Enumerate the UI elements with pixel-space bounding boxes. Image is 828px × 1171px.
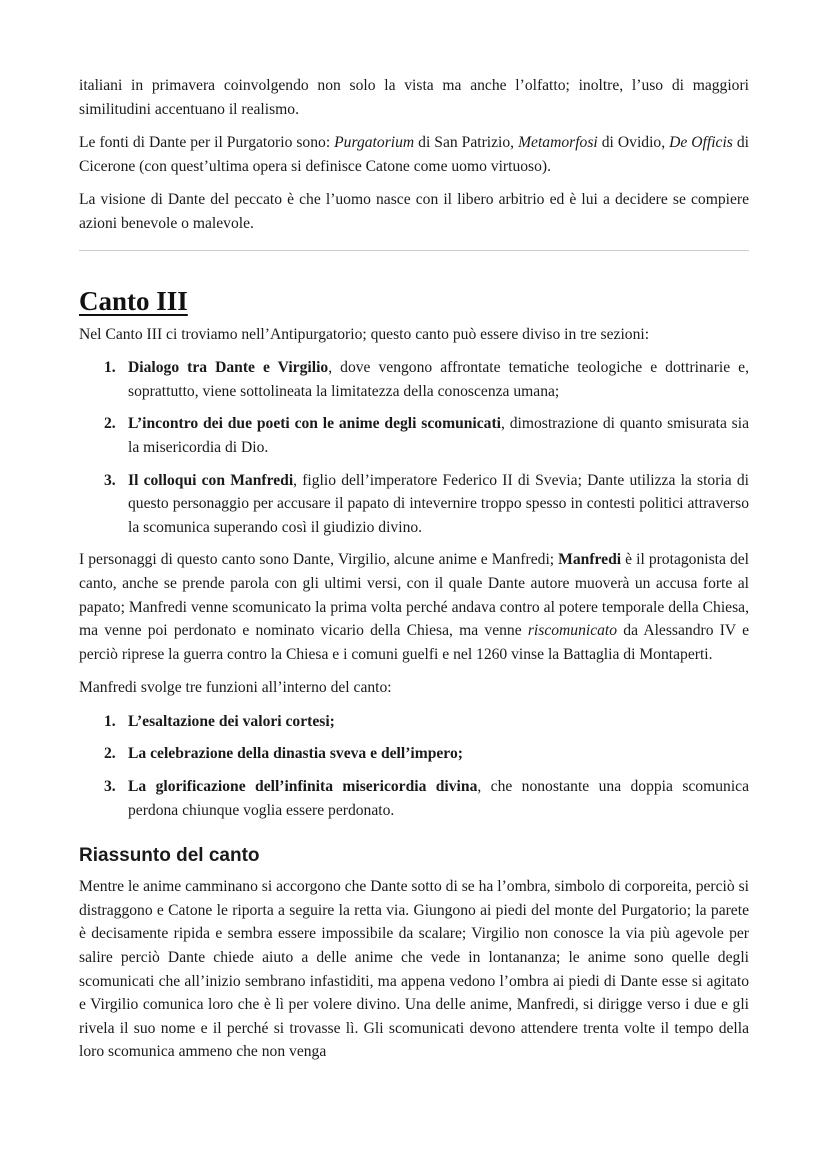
summary-paragraph: Mentre le anime camminano si accorgono che Dante sotto di se ha l’ombra, simbolo di corporeita, perciò si distraggono e Catone le riporta a seguire la retta via. Giungono ai piedi del monte del Purgatorio; la parete è decisamente ripida e sembra essere impossibile da scalare; Virgilio non conosce la via più agevole per salire perciò Dante chiede aiuto a delle anime che vede in lontananza; le anime sono quelle degli scomunicati che all’inizio sembrano infastiditi, ma appena vedono l’ombra ai piedi di Dante esse si agitato e Virgilio comunica loro che è lì per volere divino. Una delle anime, Manfredi, si dirigge verso i due e gli rivela il suo nome e il perché si trovasse lì. Gli scomunicati devono attendere trenta volte il tempo della loro scomunica ammeno che non venga (79, 878, 749, 1061)
sources-text: di Cicerone (con quest’ultima opera si definisce Catone come uomo virtuoso). (79, 134, 750, 175)
function-heading: L’esaltazione dei valori cortesi; (128, 712, 335, 730)
section-heading: Dialogo tra Dante e Virgilio (128, 359, 329, 377)
function-heading: La glorificazione dell’infinita misericordia divina (128, 778, 478, 796)
list-number: 2. (104, 745, 116, 763)
section-text: , dimostrazione di quanto smisurata sia la misericordia di Dio. (128, 415, 750, 456)
source-purgatorium: Purgatorium (334, 134, 415, 152)
source-metamorfosi: Metamorfosi (518, 134, 598, 152)
list-number: 3. (104, 778, 116, 796)
manfredi-name: Manfredi (558, 551, 622, 569)
intro-paragraph-sources (79, 131, 749, 178)
list-number: 1. (104, 359, 116, 377)
section-divider (79, 250, 749, 251)
intro-paragraph-realism: italiani in primavera coinvolgendo non solo la vista ma anche l’olfatto; inoltre, l’uso di maggiori similitudini accentuano il realismo. (79, 77, 749, 118)
function-item (79, 775, 749, 822)
sources-text: di Ovidio, (597, 134, 670, 152)
characters-text: I personaggi di questo canto sono Dante, Virgilio, alcune anime e Manfredi; (79, 551, 559, 569)
list-number: 3. (104, 471, 116, 489)
list-number: 1. (104, 712, 116, 730)
characters-paragraph (79, 548, 749, 666)
section-item (79, 412, 749, 459)
characters-text: da Alessandro IV e perciò riprese la guerra contro la Chiesa e i comuni guelfi e nel 1260 vinse la Battaglia di Montaperti. (79, 622, 749, 663)
sections-list (79, 356, 749, 539)
section-heading: Il colloqui con Manfredi (128, 471, 294, 489)
section-heading: L’incontro dei due poeti con le anime degli scomunicati (128, 415, 501, 433)
canto-title: Canto III (79, 285, 188, 316)
functions-list (79, 710, 749, 822)
source-de-officis: De Officis (669, 134, 733, 152)
list-number: 2. (104, 415, 116, 433)
section-item (79, 356, 749, 403)
riscomunicato-term: riscomunicato (527, 622, 618, 640)
function-item (79, 742, 749, 766)
sources-text: Le fonti di Dante per il Purgatorio sono: (79, 134, 335, 152)
sources-text: di San Patrizio, (414, 134, 519, 152)
canto-intro: Nel Canto III ci troviamo nell’Antipurgatorio; questo canto può essere diviso in tre sezioni: (79, 325, 650, 343)
characters-text: è il protagonista del canto, anche se prende parola con gli ultimi versi, con il quale Dante autore muoverà un accusa forte al papato; Manfredi venne scomunicato la prima volta perché andava contro al potere temporale della Chiesa, ma venne poi perdonato e nominato vicario della Chiesa, ma venne (79, 551, 749, 640)
function-item (79, 710, 749, 734)
section-text: , figlio dell’imperatore Federico II di Svevia; Dante utilizza la storia di questo personaggio per accusare il papato di intevernire troppo spesso in contesti politici attraverso la scomunica superando così il giudizio divino. (128, 471, 749, 536)
function-heading: La celebrazione della dinastia sveva e dell’impero; (128, 745, 463, 763)
document-page (79, 74, 749, 1074)
summary-title: Riassunto del canto (79, 845, 260, 867)
intro-paragraph-sin: La visione di Dante del peccato è che l’uomo nasce con il libero arbitrio ed è lui a decidere se compiere azioni benevole o malevole. (79, 191, 749, 232)
section-item (79, 469, 749, 540)
function-text: , che nonostante una doppia scomunica perdona chiunque voglia essere perdonato. (128, 778, 750, 819)
functions-intro: Manfredi svolge tre funzioni all’interno del canto: (79, 679, 392, 697)
section-text: , dove vengono affrontate tematiche teologiche e dottrinarie e, soprattutto, viene sottolineata la limitatezza della conoscenza umana; (128, 359, 749, 400)
